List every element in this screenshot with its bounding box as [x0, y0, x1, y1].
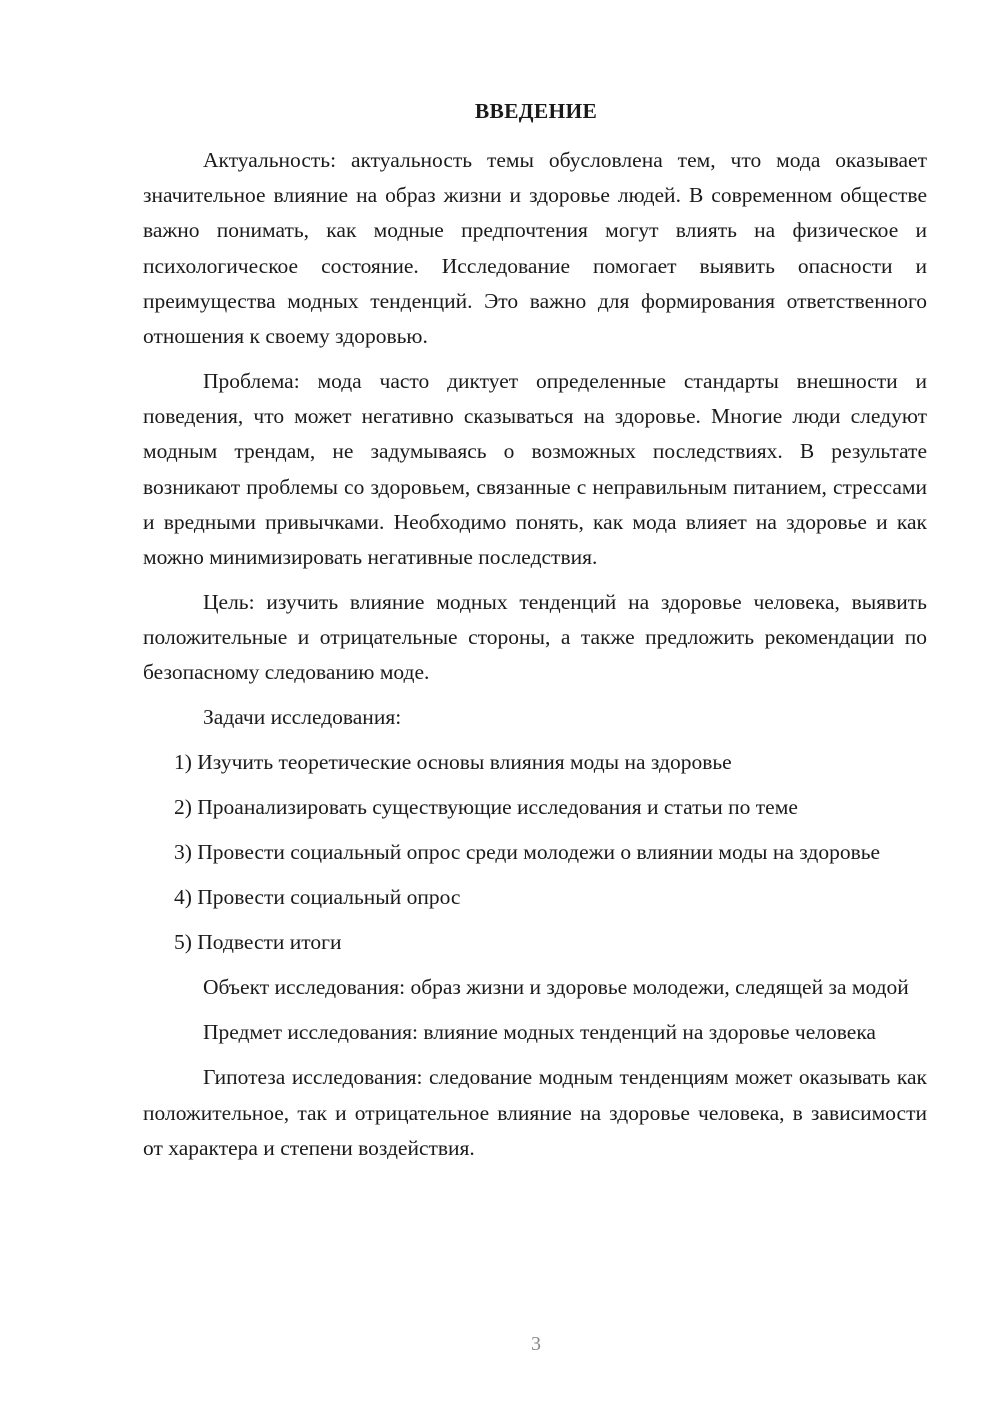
paragraph-object: Объект исследования: образ жизни и здоровье молодежи, следящей за модой — [203, 975, 909, 1000]
page-number: 3 — [531, 1333, 541, 1355]
tasks-heading: Задачи исследования: — [203, 705, 402, 730]
paragraph-relevance: Актуальность: актуальность темы обусловлена тем, что мода оказывает значительное влияние на образ жизни и здоровье людей. В современном обществе важно понимать, как модные предпочтения могут влиять на физическое и психологическое состояние. Исследование помогает выявить опасности и преимущества модных тенденций. Это важно для формирования ответственного отношения к своему здоровью. — [143, 148, 927, 349]
paragraph-hypothesis: Гипотеза исследования: следование модным тенденциям может оказывать как положительное, так и отрицательное влияние на здоровье человека, в зависимости от характера и степени воздействия. — [143, 1065, 927, 1160]
paragraph-problem: Проблема: мода часто диктует определенные стандарты внешности и поведения, что может негативно сказываться на здоровье. Многие люди следуют модным трендам, не задумываясь о возможных последствиях. В результате возникают проблемы со здоровьем, связанные с неправильным питанием, стрессами и вредными привычками. Необходимо понять, как мода влияет на здоровье и как можно минимизировать негативные последствия. — [143, 369, 927, 570]
task-item-3: 3) Провести социальный опрос среди молодежи о влиянии моды на здоровье — [174, 840, 881, 865]
task-item-4: 4) Провести социальный опрос — [174, 885, 461, 910]
section-title: ВВЕДЕНИЕ — [474, 99, 598, 123]
task-item-5: 5) Подвести итоги — [174, 930, 342, 955]
body-text — [143, 143, 927, 1166]
task-item-2: 2) Проанализировать существующие исследования и статьи по теме — [174, 795, 798, 820]
paragraph-subject: Предмет исследования: влияние модных тенденций на здоровье человека — [203, 1020, 876, 1045]
task-item-1: 1) Изучить теоретические основы влияния моды на здоровье — [174, 750, 732, 775]
paragraph-goal: Цель: изучить влияние модных тенденций на здоровье человека, выявить положительные и отрицательные стороны, а также предложить рекомендации по безопасному следованию моде. — [143, 590, 927, 685]
